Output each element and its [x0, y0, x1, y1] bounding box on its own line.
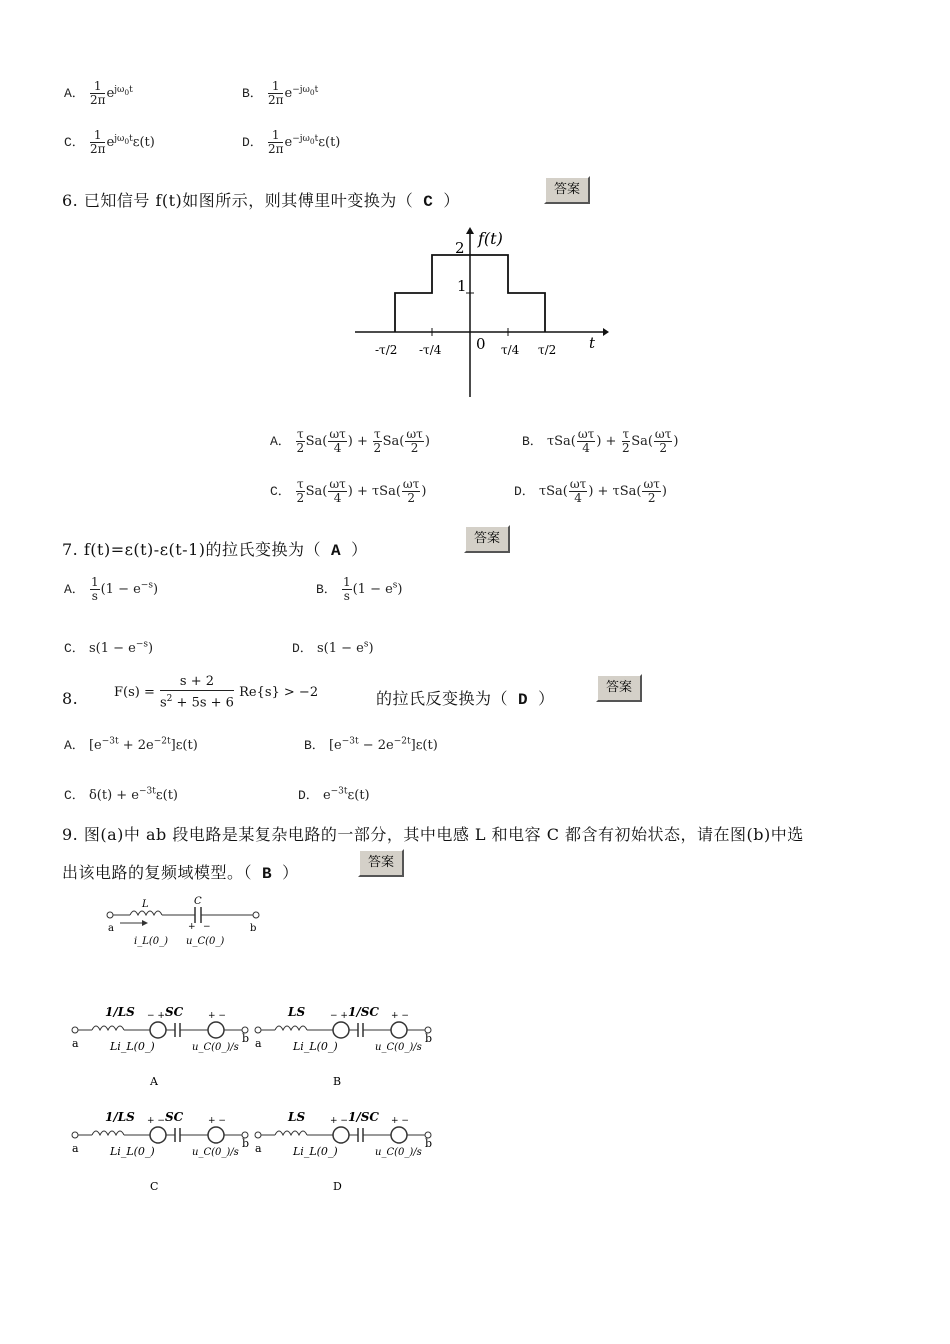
option-label: C． — [64, 788, 85, 803]
option-label: B． — [304, 738, 325, 753]
source-1-polarity: + − — [147, 1116, 165, 1126]
y-axis-arrow — [466, 227, 474, 234]
inductor-symbol — [92, 1131, 124, 1135]
option-label: B． — [522, 434, 543, 449]
capacitor-impedance-label: 1/SC — [348, 1110, 379, 1124]
option-label: C． — [270, 484, 291, 499]
node-a-label: a — [108, 923, 114, 934]
q6-answer-button[interactable]: 答案 — [544, 176, 590, 204]
q6-option-a: A． $\frac{\tau}{2}$ Sa( $\frac{\omega\tau}{4}$ ) + $\frac{\tau}{2}$ Sa( $\frac{\omega\tau}{2}$ ) — [270, 427, 430, 455]
node-b-label: b — [242, 1137, 250, 1150]
answer-text: B — [262, 865, 273, 883]
q6-signal-graph — [345, 222, 610, 402]
q6-option-b: B． τSa( $\frac{\omega\tau}{4}$ ) + $\frac{\tau}{2}$ Sa( $\frac{\omega\tau}{2}$ ) — [522, 427, 679, 455]
circuit-tag: D — [333, 1180, 342, 1193]
source-1-label: Li_L(0_) — [110, 1040, 155, 1053]
node-b-label: b — [425, 1137, 433, 1150]
terminal-a — [72, 1132, 78, 1138]
source-2-polarity: + − — [391, 1116, 409, 1126]
source-2-polarity: + − — [208, 1116, 226, 1126]
terminal-a — [72, 1027, 78, 1033]
q9-question-line1: 9. 图(a)中 ab 段电路是某复杂电路的一部分，其中电感 L 和电容 C 都含有初始状态，请在图(b)中选 — [62, 825, 804, 844]
circuit-tag: C — [150, 1180, 159, 1193]
node-b-label: b — [242, 1032, 250, 1045]
voltage-source-2 — [208, 1022, 224, 1038]
circuit-tag: A — [150, 1075, 158, 1088]
q9-question-line2 — [62, 863, 299, 884]
option-label: B． — [242, 86, 263, 101]
q5-option-b: B． $\frac{1}{2\pi}$ $e^{-j\omega_0t}$ — [242, 79, 319, 107]
source-2-polarity: + − — [208, 1011, 226, 1021]
q9-circuit-a — [100, 895, 270, 955]
x-axis-label: t — [589, 334, 596, 352]
question-text: 的拉氏反变换为（ — [376, 689, 509, 708]
option-label: A． — [64, 582, 85, 597]
inductor-symbol — [130, 911, 162, 915]
source-2-polarity: + − — [391, 1011, 409, 1021]
capacitor-impedance-label: SC — [165, 1110, 184, 1124]
capacitor-impedance-label: SC — [165, 1005, 184, 1019]
option-label: C． — [64, 135, 85, 150]
question-text-end: ） — [538, 689, 555, 708]
y-tick-label: 1 — [457, 277, 467, 295]
inductor-current-label: i_L(0_) — [134, 936, 169, 947]
polarity-minus: − — [203, 922, 211, 932]
q6-option-c: C． $\frac{\tau}{2}$ Sa( $\frac{\omega\tau}{4}$ ) + τSa( $\frac{\omega\tau}{2}$ ) — [270, 477, 427, 505]
terminal-b — [253, 912, 259, 918]
q7-option-d: D． $s(1 - e^s)$ — [292, 639, 374, 656]
voltage-source-2 — [208, 1127, 224, 1143]
x-tick-label: 0 — [476, 335, 486, 353]
x-axis-arrow — [603, 328, 609, 336]
capacitor-label: C — [194, 896, 202, 907]
inductor-symbol — [275, 1131, 307, 1135]
option-label: A． — [64, 86, 85, 101]
option-label: C． — [64, 641, 85, 656]
x-tick-label: τ/2 — [538, 343, 557, 357]
capacitor-voltage-label: u_C(0_) — [186, 936, 225, 947]
q8-option-c: C． $\delta(t) + e^{-3t}\varepsilon(t)$ — [64, 786, 178, 803]
q7-question — [62, 540, 368, 561]
voltage-source-2 — [391, 1127, 407, 1143]
answer-text: A — [331, 542, 342, 560]
q5-option-d: D． $\frac{1}{2\pi}$ $e^{-j\omega_0t}\varepsilon(t)$ — [242, 128, 341, 156]
question-text: 7. f(t)=ε(t)-ε(t-1)的拉氏变换为（ — [62, 540, 321, 559]
capacitor-impedance-label: 1/SC — [348, 1005, 379, 1019]
option-label: B． — [316, 582, 337, 597]
node-a-label: a — [72, 1037, 79, 1050]
node-a-label: a — [255, 1142, 262, 1155]
q8-number: 8. — [62, 689, 79, 708]
y-tick-label: 2 — [455, 239, 465, 257]
inductor-label: L — [142, 899, 149, 910]
inductor-impedance-label: LS — [288, 1110, 306, 1124]
q8-answer-button[interactable]: 答案 — [596, 674, 642, 702]
source-2-label: u_C(0_)/s — [375, 1147, 422, 1158]
source-1-label: Li_L(0_) — [293, 1040, 338, 1053]
polarity-plus: + — [188, 922, 196, 932]
source-1-label: Li_L(0_) — [110, 1145, 155, 1158]
option-label: D． — [292, 641, 313, 656]
answer-text: C — [423, 193, 434, 211]
terminal-a — [107, 912, 113, 918]
q5-option-a: A． $\frac{1}{2\pi}$ $e^{j\omega_0t}$ — [64, 79, 133, 107]
inductor-symbol — [275, 1026, 307, 1030]
voltage-source-1 — [333, 1022, 349, 1038]
node-b-label: b — [250, 923, 257, 934]
x-tick-label: τ/4 — [501, 343, 520, 357]
current-arrow-head — [142, 920, 148, 926]
node-a-label: a — [72, 1142, 79, 1155]
voltage-source-1 — [150, 1127, 166, 1143]
q7-option-a: A． $\frac{1}{s}$ $(1 - e^{-s})$ — [64, 575, 159, 603]
q9-answer-button[interactable]: 答案 — [358, 849, 404, 877]
question-text: 6. 已知信号 f(t)如图所示，则其傅里叶变换为（ — [62, 191, 414, 210]
q7-answer-button[interactable]: 答案 — [464, 525, 510, 553]
x-tick-label: -τ/4 — [419, 343, 442, 357]
q6-question — [62, 191, 460, 212]
q8-option-d: D． $e^{-3t}\varepsilon(t)$ — [298, 786, 370, 803]
q7-option-b: B． $\frac{1}{s}$ $(1 - e^s)$ — [316, 575, 403, 603]
source-2-label: u_C(0_)/s — [192, 1042, 239, 1053]
source-1-polarity: + − — [330, 1116, 348, 1126]
source-2-label: u_C(0_)/s — [375, 1042, 422, 1053]
question-text-end: ） — [443, 191, 460, 210]
inductor-impedance-label: 1/LS — [105, 1110, 135, 1124]
q8-question — [376, 689, 555, 710]
source-1-label: Li_L(0_) — [293, 1145, 338, 1158]
circuit-tag: B — [333, 1075, 342, 1088]
voltage-source-1 — [333, 1127, 349, 1143]
node-b-label: b — [425, 1032, 433, 1045]
voltage-source-2 — [391, 1022, 407, 1038]
q6-option-d: D． τSa( $\frac{\omega\tau}{4}$ ) + τSa( $\frac{\omega\tau}{2}$ ) — [514, 477, 667, 505]
source-2-label: u_C(0_)/s — [192, 1147, 239, 1158]
q8-option-a: A． $[e^{-3t} + 2e^{-2t}]\varepsilon(t)$ — [64, 736, 198, 753]
y-axis-label: f(t) — [478, 229, 503, 248]
voltage-source-1 — [150, 1022, 166, 1038]
source-1-polarity: − + — [147, 1011, 165, 1021]
option-label: D． — [514, 484, 535, 499]
x-tick-label: -τ/2 — [375, 343, 398, 357]
q9-circuits-b — [65, 990, 445, 1210]
source-1-polarity: − + — [330, 1011, 348, 1021]
question-text-end: ） — [282, 863, 299, 882]
answer-text: D — [518, 691, 529, 709]
inductor-symbol — [92, 1026, 124, 1030]
option-label: D． — [242, 135, 263, 150]
q8-option-b: B． $[e^{-3t} - 2e^{-2t}]\varepsilon(t)$ — [304, 736, 438, 753]
q7-option-c: C． $s(1 - e^{-s})$ — [64, 639, 154, 656]
inductor-impedance-label: LS — [288, 1005, 306, 1019]
option-label: A． — [64, 738, 85, 753]
q8-formula: F(s) = $\frac{s + 2}{s^2 + 5s + 6}$ Re{s} > −2 — [114, 674, 319, 711]
question-text-end: ） — [351, 540, 368, 559]
option-label: D． — [298, 788, 319, 803]
q5-option-c: C． $\frac{1}{2\pi}$ $e^{j\omega_0t}\varepsilon(t)$ — [64, 128, 155, 156]
inductor-impedance-label: 1/LS — [105, 1005, 135, 1019]
node-a-label: a — [255, 1037, 262, 1050]
terminal-a — [255, 1027, 261, 1033]
terminal-a — [255, 1132, 261, 1138]
option-label: A． — [270, 434, 291, 449]
question-text: 出该电路的复频域模型。（ — [62, 863, 253, 882]
